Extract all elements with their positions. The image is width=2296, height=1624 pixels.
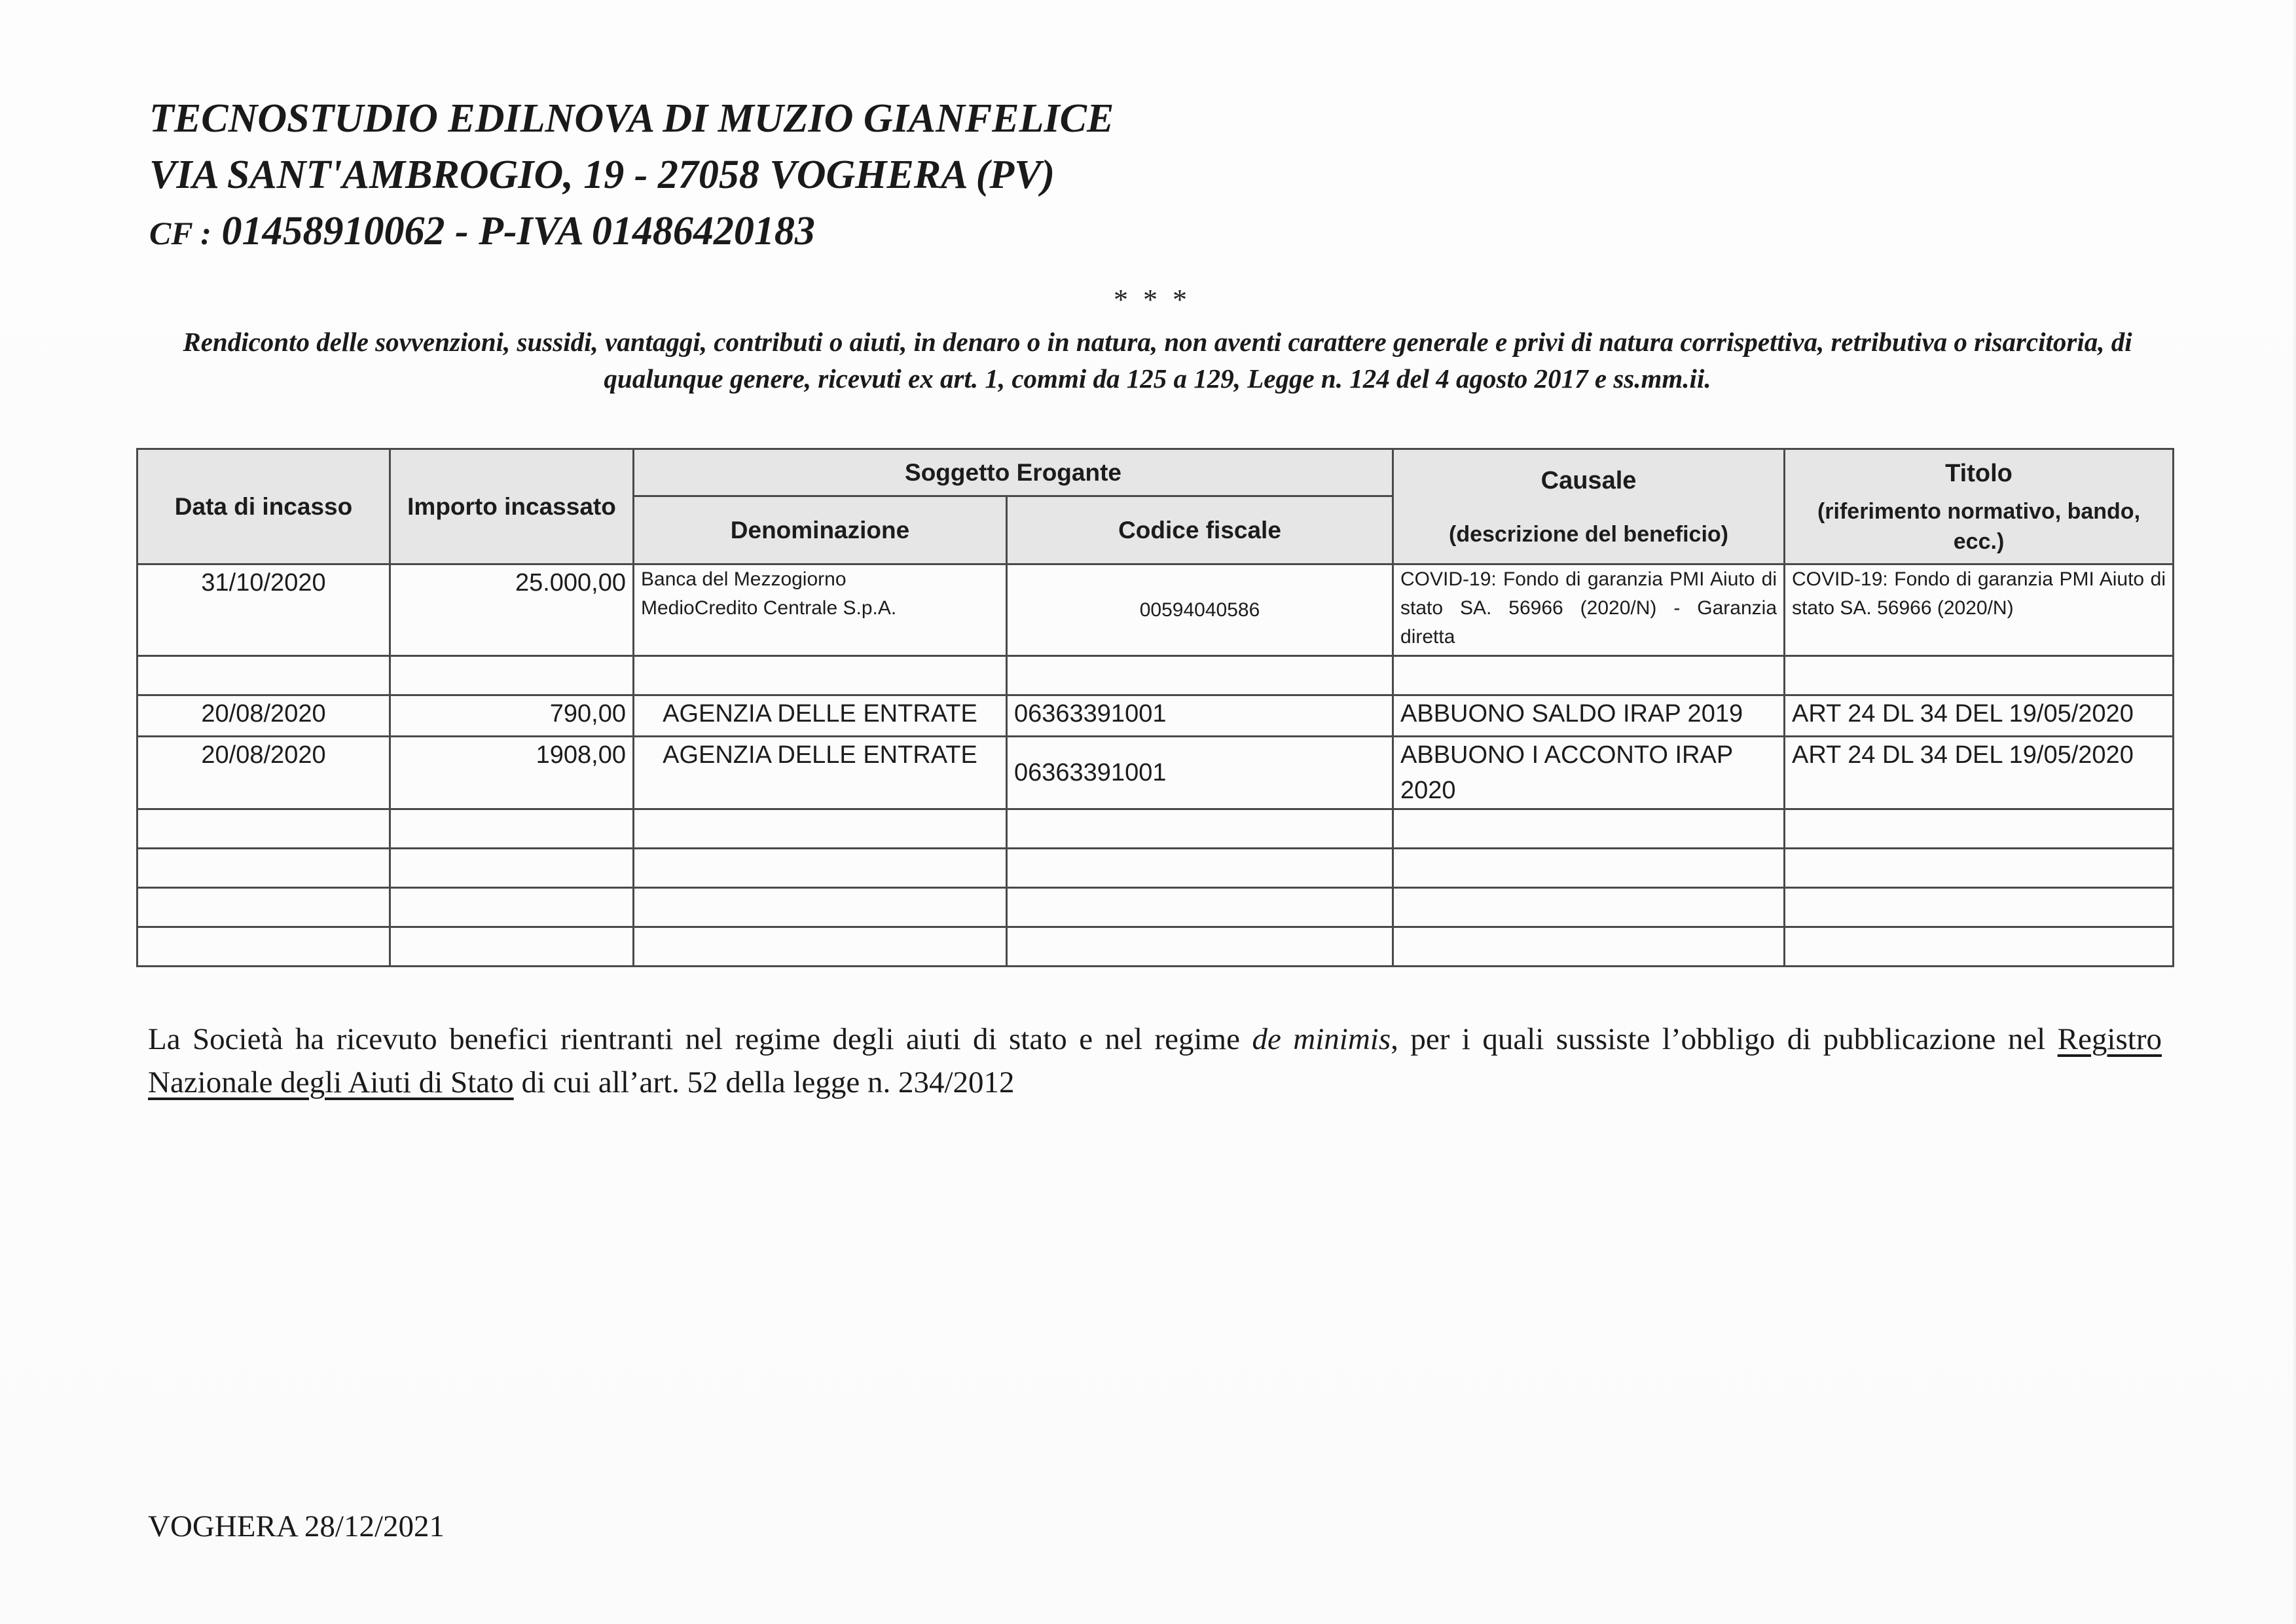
table-row: [137, 737, 2174, 809]
company-tax-ids: [149, 203, 1114, 261]
header-importo: Importo incassato: [390, 449, 634, 564]
cell-codice-fiscale: 06363391001: [1007, 695, 1393, 737]
table-row: [137, 564, 2174, 656]
table-row-empty: [137, 809, 2174, 849]
company-header: [149, 90, 1114, 261]
company-address: VIA SANT'AMBROGIO, 19 - 27058 VOGHERA (PV): [149, 153, 1055, 197]
header-causale: [1393, 449, 1785, 564]
cell-denominazione: [634, 564, 1007, 656]
header-causale-subtitle: (descrizione del beneficio): [1449, 521, 1728, 547]
benefits-table: [136, 448, 2174, 967]
table-row-empty: [137, 888, 2174, 927]
cell-data: 20/08/2020: [137, 695, 390, 737]
cell-importo: 25.000,00: [390, 564, 634, 656]
table-row-empty: [137, 849, 2174, 888]
cell-importo: 1908,00: [390, 737, 634, 809]
cell-causale: ABBUONO SALDO IRAP 2019: [1393, 695, 1785, 737]
header-codice-fiscale: Codice fiscale: [1007, 496, 1393, 564]
denominazione-line-2: MedioCredito Centrale S.p.A.: [641, 597, 897, 619]
denominazione-line-1: Banca del Mezzogiorno: [641, 568, 847, 590]
cell-titolo: ART 24 DL 34 DEL 19/05/2020: [1785, 695, 2174, 737]
cell-causale: COVID-19: Fondo di garanzia PMI Aiuto di stato SA. 56966 (2020/N) - Garanzia diretta: [1393, 564, 1785, 656]
cell-causale: ABBUONO I ACCONTO IRAP 2020: [1393, 737, 1785, 809]
header-titolo-title: Titolo: [1945, 459, 2013, 487]
cell-denominazione: AGENZIA DELLE ENTRATE: [634, 695, 1007, 737]
de-minimis-italic: de minimis: [1252, 1022, 1391, 1056]
header-soggetto-erogante: Soggetto Erogante: [634, 449, 1393, 496]
intro-statement: Rendiconto delle sovvenzioni, sussidi, vantaggi, contributi o aiuti, in denaro o in natura, non aventi carattere generale e privi di natura corrispettiva, retributiva o risarcitoria, di qualunque genere, ricevuti ex art. 1, commi da 125 a 129, Legge n. 124 del 4 agosto 2017 e ss.mm.ii.: [183, 327, 2132, 394]
cell-titolo: COVID-19: Fondo di garanzia PMI Aiuto di stato SA. 56966 (2020/N): [1785, 564, 2174, 656]
table-header-row: [137, 449, 2174, 496]
header-titolo: [1785, 449, 2174, 564]
cell-importo: 790,00: [390, 695, 634, 737]
header-denominazione: Denominazione: [634, 496, 1007, 564]
cf-piva-value: 01458910062 - P-IVA 01486420183: [221, 209, 815, 253]
company-name: TECNOSTUDIO EDILNOVA DI MUZIO GIANFELICE: [149, 96, 1114, 141]
table-row: [137, 695, 2174, 737]
cell-data: 20/08/2020: [137, 737, 390, 809]
table-row-empty: [137, 656, 2174, 695]
cell-data: 31/10/2020: [137, 564, 390, 656]
de-minimis-statement: La Società ha ricevuto benefici rientranti nel regime degli aiuti di stato e nel regime de minimis, per i quali sussiste l’obbligo di pubblicazione nel Registro Nazionale degli Aiuti di Stato di cui all’art. 52 della legge n. 234/2012: [148, 1022, 2162, 1099]
place-date: VOGHERA 28/12/2021: [148, 1509, 445, 1543]
scan-edge-shadow: [2292, 0, 2296, 1624]
cell-codice-fiscale: 06363391001: [1007, 737, 1393, 809]
table-row-empty: [137, 927, 2174, 967]
cell-codice-fiscale: 00594040586: [1007, 564, 1393, 656]
cell-titolo: ART 24 DL 34 DEL 19/05/2020: [1785, 737, 2174, 809]
cf-label: CF :: [149, 215, 211, 251]
section-separator: * * *: [1114, 284, 1191, 316]
header-data-incasso: Data di incasso: [137, 449, 390, 564]
header-causale-title: Causale: [1540, 466, 1637, 494]
cell-denominazione: AGENZIA DELLE ENTRATE: [634, 737, 1007, 809]
header-titolo-subtitle: (riferimento normativo, bando, ecc.): [1817, 498, 2141, 554]
registro-nazionale-link[interactable]: Registro Nazionale degli Aiuti di Stato: [148, 1022, 2162, 1099]
